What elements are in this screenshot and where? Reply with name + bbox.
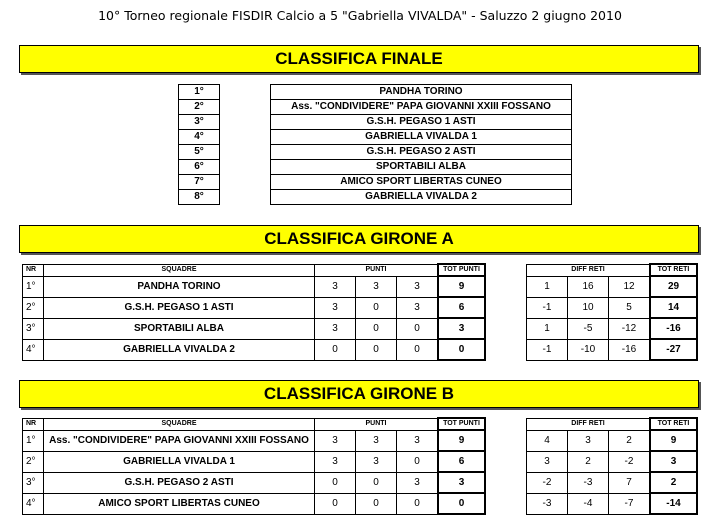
final-position: 7° [179, 175, 220, 190]
row-goal-diff: 3 [527, 451, 568, 472]
row-goal-diff: -4 [568, 493, 609, 514]
row-goal-diff: -1 [527, 297, 568, 318]
row-points: 0 [397, 451, 439, 472]
header-tot-reti: TOT RETI [650, 418, 697, 430]
row-points: 0 [315, 339, 356, 360]
row-goal-diff: -12 [609, 318, 651, 339]
table-row [23, 297, 698, 318]
row-goal-diff: -16 [609, 339, 651, 360]
row-points: 0 [356, 493, 397, 514]
table-row [23, 430, 698, 451]
final-row [179, 100, 572, 115]
row-nr: 4° [23, 493, 44, 514]
row-points: 3 [315, 430, 356, 451]
row-goal-diff: 4 [527, 430, 568, 451]
row-points: 0 [315, 493, 356, 514]
final-team: AMICO SPORT LIBERTAS CUNEO [271, 175, 572, 190]
table-row [23, 493, 698, 514]
row-goal-diff: 3 [568, 430, 609, 451]
page-title: 10° Torneo regionale FISDIR Calcio a 5 "Gabriella VIVALDA" - Saluzzo 2 giugno 2010 [98, 8, 622, 23]
group-a-table [22, 263, 698, 361]
row-points: 3 [397, 276, 439, 297]
row-total-points: 3 [438, 318, 485, 339]
final-standings-banner: CLASSIFICA FINALE [19, 45, 699, 73]
row-total-goals: 14 [650, 297, 697, 318]
header-nr: NR [23, 418, 44, 430]
final-team: GABRIELLA VIVALDA 1 [271, 130, 572, 145]
row-team: GABRIELLA VIVALDA 2 [44, 339, 315, 360]
row-team: G.S.H. PEGASO 2 ASTI [44, 472, 315, 493]
final-row [179, 145, 572, 160]
row-nr: 3° [23, 318, 44, 339]
row-total-goals: 3 [650, 451, 697, 472]
row-points: 3 [356, 451, 397, 472]
final-position: 5° [179, 145, 220, 160]
final-row [179, 190, 572, 205]
row-total-goals: -14 [650, 493, 697, 514]
row-points: 0 [356, 339, 397, 360]
table-row [23, 339, 698, 360]
header-tot-punti: TOT PUNTI [438, 418, 485, 430]
row-points: 3 [356, 276, 397, 297]
row-goal-diff: 10 [568, 297, 609, 318]
row-points: 0 [315, 472, 356, 493]
table-row [23, 451, 698, 472]
row-goal-diff: -3 [568, 472, 609, 493]
final-position: 3° [179, 115, 220, 130]
final-position: 2° [179, 100, 220, 115]
header-diff-reti: DIFF RETI [527, 264, 651, 276]
row-total-goals: 9 [650, 430, 697, 451]
header-punti: PUNTI [315, 264, 439, 276]
final-standings-table [178, 84, 572, 205]
row-nr: 1° [23, 276, 44, 297]
header-squadre: SQUADRE [44, 264, 315, 276]
final-row [179, 130, 572, 145]
table-header-row [23, 418, 698, 430]
final-team: Ass. "CONDIVIDERE" PAPA GIOVANNI XXIII FOSSANO [271, 100, 572, 115]
row-total-points: 0 [438, 339, 485, 360]
row-points: 3 [356, 430, 397, 451]
row-goal-diff: -5 [568, 318, 609, 339]
row-goal-diff: 2 [609, 430, 651, 451]
row-points: 0 [356, 472, 397, 493]
row-goal-diff: 1 [527, 318, 568, 339]
table-row [23, 472, 698, 493]
group-b-table [22, 417, 698, 515]
row-points: 3 [315, 451, 356, 472]
row-goal-diff: 1 [527, 276, 568, 297]
final-team: GABRIELLA VIVALDA 2 [271, 190, 572, 205]
row-team: G.S.H. PEGASO 1 ASTI [44, 297, 315, 318]
row-goal-diff: -7 [609, 493, 651, 514]
row-total-points: 9 [438, 276, 485, 297]
row-nr: 2° [23, 297, 44, 318]
final-position: 4° [179, 130, 220, 145]
final-team: G.S.H. PEGASO 2 ASTI [271, 145, 572, 160]
row-team: PANDHA TORINO [44, 276, 315, 297]
row-points: 3 [315, 318, 356, 339]
final-team: G.S.H. PEGASO 1 ASTI [271, 115, 572, 130]
row-nr: 3° [23, 472, 44, 493]
row-points: 0 [397, 318, 439, 339]
final-row [179, 85, 572, 100]
row-total-points: 6 [438, 451, 485, 472]
row-goal-diff: 16 [568, 276, 609, 297]
row-team: AMICO SPORT LIBERTAS CUNEO [44, 493, 315, 514]
final-position: 8° [179, 190, 220, 205]
header-tot-reti: TOT RETI [650, 264, 697, 276]
row-goal-diff: -2 [527, 472, 568, 493]
row-points: 0 [356, 318, 397, 339]
final-team: PANDHA TORINO [271, 85, 572, 100]
group-a-banner: CLASSIFICA GIRONE A [19, 225, 699, 253]
header-diff-reti: DIFF RETI [527, 418, 651, 430]
row-team: SPORTABILI ALBA [44, 318, 315, 339]
row-nr: 2° [23, 451, 44, 472]
header-tot-punti: TOT PUNTI [438, 264, 485, 276]
row-nr: 4° [23, 339, 44, 360]
header-squadre: SQUADRE [44, 418, 315, 430]
row-total-goals: 2 [650, 472, 697, 493]
row-points: 3 [315, 276, 356, 297]
row-points: 3 [315, 297, 356, 318]
row-goal-diff: 2 [568, 451, 609, 472]
row-points: 3 [397, 297, 439, 318]
final-position: 1° [179, 85, 220, 100]
row-points: 0 [397, 339, 439, 360]
final-row [179, 115, 572, 130]
header-punti: PUNTI [315, 418, 439, 430]
final-row [179, 160, 572, 175]
row-total-goals: -27 [650, 339, 697, 360]
header-nr: NR [23, 264, 44, 276]
group-b-banner: CLASSIFICA GIRONE B [19, 380, 699, 408]
row-total-goals: 29 [650, 276, 697, 297]
row-total-points: 9 [438, 430, 485, 451]
row-points: 0 [397, 493, 439, 514]
table-row [23, 318, 698, 339]
final-row [179, 175, 572, 190]
final-team: SPORTABILI ALBA [271, 160, 572, 175]
row-goal-diff: -2 [609, 451, 651, 472]
row-goal-diff: 12 [609, 276, 651, 297]
row-goal-diff: 7 [609, 472, 651, 493]
row-goal-diff: -1 [527, 339, 568, 360]
row-total-goals: -16 [650, 318, 697, 339]
row-team: Ass. "CONDIVIDERE" PAPA GIOVANNI XXIII FOSSANO [44, 430, 315, 451]
row-goal-diff: -3 [527, 493, 568, 514]
row-points: 3 [397, 430, 439, 451]
table-header-row [23, 264, 698, 276]
row-nr: 1° [23, 430, 44, 451]
table-row [23, 276, 698, 297]
row-goal-diff: 5 [609, 297, 651, 318]
row-total-points: 3 [438, 472, 485, 493]
row-total-points: 6 [438, 297, 485, 318]
row-points: 3 [397, 472, 439, 493]
row-total-points: 0 [438, 493, 485, 514]
row-team: GABRIELLA VIVALDA 1 [44, 451, 315, 472]
row-goal-diff: -10 [568, 339, 609, 360]
final-position: 6° [179, 160, 220, 175]
row-points: 0 [356, 297, 397, 318]
